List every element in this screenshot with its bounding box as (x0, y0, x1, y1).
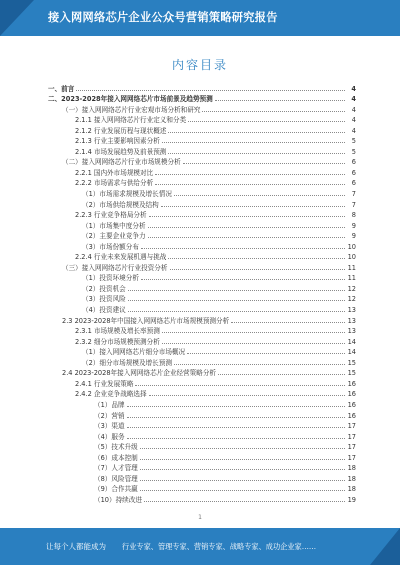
toc-entry[interactable] (48, 420, 356, 431)
toc-leader-dots (168, 152, 345, 154)
toc-leader-dots (149, 394, 345, 396)
toc-entry-label: 二、2023-2028年接入网网络芯片市场前景及趋势预测 (48, 95, 213, 104)
footer-slogan-left: 让每个人都能成为 (46, 542, 106, 551)
toc-entry-label: 2.1.1 接入网网络芯片行业定义和分类 (75, 116, 187, 125)
toc-entry[interactable] (48, 346, 356, 357)
toc-entry-label: （1）市场需求规模及增长情况 (82, 190, 172, 199)
toc-entry-label: （1）接入网网络芯片细分市场概况 (82, 348, 186, 357)
toc-leader-dots (168, 131, 345, 133)
toc-entry-page: 17 (347, 443, 356, 452)
toc-entry-page: 17 (347, 422, 356, 431)
toc-entry-label: （2）投资机会 (82, 284, 126, 293)
toc-entry[interactable] (48, 388, 356, 399)
toc-entry[interactable] (48, 335, 356, 346)
toc-leader-dots (162, 141, 345, 143)
toc-entry-label: 2.4.2 企业竞争战略选择 (75, 390, 147, 399)
report-title: 接入网网络芯片企业公众号营销策略研究报告 (48, 11, 278, 24)
toc-entry-page: 13 (347, 316, 356, 325)
toc-leader-dots (140, 447, 345, 449)
toc-entry[interactable] (48, 441, 356, 452)
toc-entry-page: 4 (351, 95, 356, 104)
toc-leader-dots (127, 416, 345, 418)
toc-entry-page: 13 (347, 327, 356, 336)
toc-leader-dots (127, 437, 345, 439)
toc-entry[interactable] (48, 293, 356, 304)
toc-entry-page: 9 (351, 232, 356, 241)
toc-entry-page: 16 (347, 390, 356, 399)
toc-entry-label: 2.2.4 行业未来发展机遇与挑战 (75, 253, 167, 262)
toc-entry-label: （9）合作共赢 (94, 485, 138, 494)
toc-leader-dots (162, 342, 345, 344)
toc-entry-page: 15 (347, 358, 356, 367)
toc-entry-page: 8 (351, 211, 356, 220)
toc-leader-dots (183, 162, 345, 164)
toc-entry-label: 2.3.1 市场规模及增长率预测 (75, 327, 160, 336)
toc-entry-label: （1）品牌 (94, 400, 125, 409)
footer-accent-triangle (370, 528, 400, 565)
toc-entry-label: 2.1.3 行业主要影响因素分析 (75, 137, 160, 146)
footer-bar (0, 528, 400, 565)
toc-leader-dots (155, 183, 345, 185)
toc-entry-page: 12 (347, 295, 356, 304)
toc-entry[interactable] (48, 187, 356, 198)
toc-entry-page: 7 (351, 200, 356, 209)
toc-leader-dots (215, 99, 345, 101)
toc-entry-page: 4 (351, 116, 356, 125)
toc-entry-page: 15 (347, 369, 356, 378)
toc-entry-label: （2）主要企业竞争力 (82, 232, 146, 241)
toc-entry-page: 14 (347, 348, 356, 357)
toc-entry[interactable] (48, 377, 356, 388)
toc-entry[interactable] (48, 124, 356, 135)
toc-leader-dots (128, 289, 345, 291)
toc-entry[interactable] (48, 367, 356, 378)
toc-entry-page: 16 (347, 400, 356, 409)
toc-entry[interactable] (48, 493, 356, 504)
toc-entry[interactable] (48, 325, 356, 336)
toc-entry[interactable] (48, 430, 356, 441)
toc-title: 内容目录 (171, 58, 228, 72)
toc-entry[interactable] (48, 145, 356, 156)
toc-entry[interactable] (48, 230, 356, 241)
toc-entry-label: （2）细分市场规模及增长预测 (82, 358, 172, 367)
toc-entry[interactable] (48, 209, 356, 220)
toc-entry-page: 12 (347, 284, 356, 293)
toc-leader-dots (148, 226, 345, 228)
toc-entry[interactable] (48, 82, 356, 93)
toc-leader-dots (140, 479, 345, 481)
toc-entry-label: （5）技术升级 (94, 443, 138, 452)
toc-entry-label: （10）持续改进 (94, 495, 142, 504)
toc-leader-dots (149, 215, 345, 217)
toc-entry[interactable] (48, 251, 356, 262)
toc-entry[interactable] (48, 135, 356, 146)
toc-leader-dots (140, 458, 345, 460)
toc-entry-page: 18 (347, 464, 356, 473)
toc-entry-page: 16 (347, 411, 356, 420)
toc-entry[interactable] (48, 219, 356, 230)
toc-entry-label: （2）营销 (94, 411, 125, 420)
toc-entry[interactable] (48, 261, 356, 272)
toc-entry-label: （二）接入网网络芯片行业市场规模分析 (62, 158, 181, 167)
toc-entry[interactable] (48, 103, 356, 114)
toc-leader-dots (148, 236, 345, 238)
toc-entry-page: 7 (351, 190, 356, 199)
toc-entry[interactable] (48, 409, 356, 420)
toc-entry-label: 2.1.4 市场发展趋势及前景预测 (75, 147, 167, 156)
toc-entry[interactable] (48, 93, 356, 104)
toc-entry-label: 2.2.1 国内外市场规模对比 (75, 168, 154, 177)
toc-entry-label: 2.2.3 行业竞争格局分析 (75, 211, 147, 220)
toc-entry-page: 4 (351, 126, 356, 135)
toc-entry-page: 10 (347, 242, 356, 251)
toc-entry-label: （三）接入网网络芯片行业投资分析 (62, 263, 168, 272)
toc-entry-page: 18 (347, 474, 356, 483)
toc-leader-dots (128, 310, 345, 312)
toc-entry-label: （7）人才管理 (94, 464, 138, 473)
toc-leader-dots (127, 426, 345, 428)
toc-leader-dots (174, 363, 345, 365)
toc-leader-dots (162, 331, 345, 333)
toc-entry-label: 一、前言 (48, 84, 75, 93)
toc-entry[interactable] (48, 177, 356, 188)
header-accent-triangle (0, 0, 34, 36)
toc-leader-dots (202, 110, 345, 112)
toc-entry-label: 2.4.1 行业发展策略 (75, 379, 134, 388)
toc-entry-page: 6 (351, 168, 356, 177)
toc-entry-page: 5 (351, 147, 356, 156)
toc-entry-page: 5 (351, 137, 356, 146)
toc-leader-dots (174, 194, 345, 196)
toc-entry-page: 10 (347, 253, 356, 262)
toc-leader-dots (231, 321, 345, 323)
toc-entry-label: 2.3 2023-2028年中国接入网网络芯片市场规模预测分析 (62, 316, 230, 325)
toc-entry-label: 2.3.2 细分市场规模预测分析 (75, 337, 160, 346)
toc-entry-page: 14 (347, 337, 356, 346)
toc-entry-label: 2.1.2 行业发展历程与现状概述 (75, 126, 167, 135)
toc-entry-page: 16 (347, 379, 356, 388)
toc-entry[interactable] (48, 166, 356, 177)
toc-leader-dots (140, 489, 345, 491)
toc-entry-page: 4 (351, 105, 356, 114)
toc-entry-label: （2）市场供给规模及结构 (82, 200, 159, 209)
toc-entry-label: （4）投资建议 (82, 306, 126, 315)
toc-entry-page: 4 (351, 84, 356, 93)
toc-leader-dots (141, 247, 345, 249)
toc-leader-dots (144, 500, 345, 502)
toc-entry-page: 13 (347, 306, 356, 315)
toc-entry-page: 19 (347, 495, 356, 504)
toc-leader-dots (127, 405, 345, 407)
toc-leader-dots (188, 120, 345, 122)
toc-entry-label: （6）成本控制 (94, 453, 138, 462)
toc-entry-label: 2.2.2 市场需求与供给分析 (75, 179, 154, 188)
toc-entry-page: 17 (347, 432, 356, 441)
toc-entry-label: （一）接入网网络芯片行业宏观市场分析和研究 (62, 105, 201, 114)
toc-leader-dots (128, 299, 345, 301)
toc-leader-dots (140, 468, 345, 470)
toc-entry-label: 2.4 2023-2028年接入网网络芯片企业经营策略分析 (62, 369, 217, 378)
toc-entry[interactable] (48, 462, 356, 473)
toc-entry-label: （3）投资风险 (82, 295, 126, 304)
toc-entry[interactable] (48, 282, 356, 293)
toc-entry-label: （8）风险管理 (94, 474, 138, 483)
footer-slogan-right: 行业专家、管理专家、营销专家、战略专家、成功企业家…… (122, 542, 317, 551)
toc-entry-label: （1）投资环境分析 (82, 274, 139, 283)
toc-leader-dots (76, 89, 345, 91)
toc-leader-dots (161, 205, 345, 207)
toc-entry[interactable] (48, 156, 356, 167)
toc-entry[interactable] (48, 272, 356, 283)
toc-entry[interactable] (48, 398, 356, 409)
toc-entry-page: 9 (351, 221, 356, 230)
toc-leader-dots (170, 268, 346, 270)
toc-entry-page: 18 (347, 485, 356, 494)
toc-entry[interactable] (48, 303, 356, 314)
toc-leader-dots (141, 278, 345, 280)
toc-leader-dots (135, 384, 345, 386)
toc-entry-page: 6 (351, 158, 356, 167)
table-of-contents (48, 82, 356, 504)
toc-entry-page: 11 (347, 274, 356, 283)
toc-entry-page: 6 (351, 179, 356, 188)
toc-entry-page: 11 (347, 263, 356, 272)
toc-entry[interactable] (48, 314, 356, 325)
toc-entry[interactable] (48, 240, 356, 251)
toc-entry[interactable] (48, 451, 356, 462)
toc-entry-label: （3）市场份额分布 (82, 242, 139, 251)
toc-leader-dots (168, 257, 345, 259)
toc-entry[interactable] (48, 198, 356, 209)
toc-entry-label: （4）服务 (94, 432, 125, 441)
toc-leader-dots (187, 352, 345, 354)
page-number: 1 (198, 514, 202, 521)
toc-entry[interactable] (48, 472, 356, 483)
toc-leader-dots (218, 373, 345, 375)
toc-entry[interactable] (48, 114, 356, 125)
header-bar (0, 0, 400, 36)
toc-entry[interactable] (48, 483, 356, 494)
toc-entry-page: 17 (347, 453, 356, 462)
toc-leader-dots (155, 173, 345, 175)
toc-entry[interactable] (48, 356, 356, 367)
toc-entry-label: （3）渠道 (94, 422, 125, 431)
toc-entry-label: （1）市场集中度分析 (82, 221, 146, 230)
